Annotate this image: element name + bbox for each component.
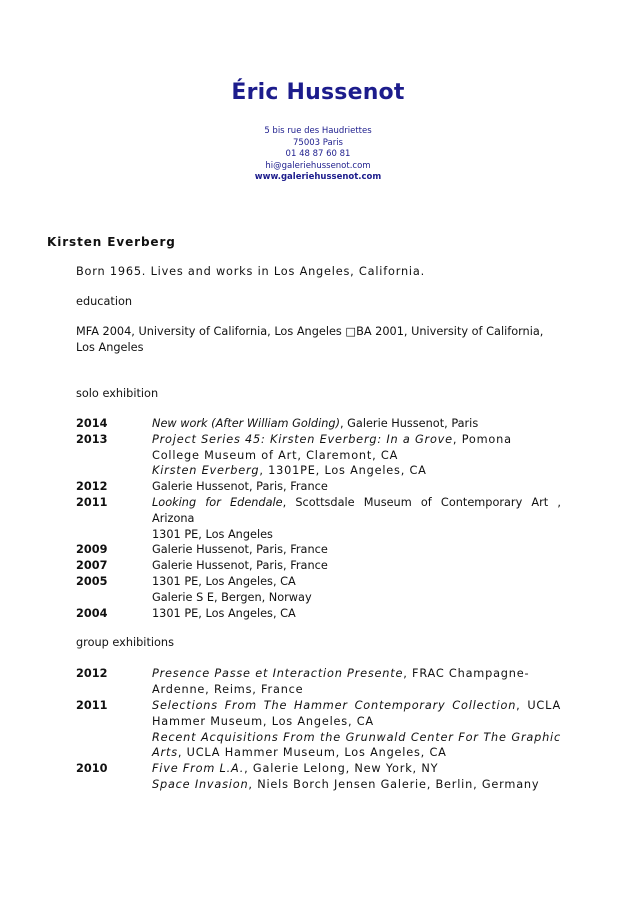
group-row-2010 [76,761,561,793]
group-exhibitions-heading: group exhibitions [76,636,174,650]
exhibition-venue: Galerie Hussenot, Paris, France [152,559,328,573]
year: 2009 [76,543,108,557]
cv-content [76,264,561,793]
year: 2012 [76,480,108,494]
solo-exhibition-list [76,416,561,621]
exhibition-venue: , FRAC Champagne-Ardenne, Reims, France [152,667,530,697]
exhibition-venue: Galerie Hussenot, Paris, France [152,543,328,557]
year: 2011 [76,495,108,509]
exhibition-venue: Galerie S E, Bergen, Norway [152,590,312,604]
exhibition-title: Recent Acquisitions From the Grunwald Center For The Graphic Arts [152,730,561,760]
exhibition-venue: 1301 PE, Los Angeles, CA [152,574,296,588]
year: 2004 [76,606,108,620]
exhibition-venue: Galerie Hussenot, Paris, France [152,480,328,494]
solo-row-2007 [76,558,561,574]
group-row-2012 [76,666,561,698]
exhibition-venue: , UCLA Hammer Museum, Los Angeles, CA [177,746,447,760]
solo-row-2009 [76,542,561,558]
year: 2011 [76,698,108,712]
exhibition-venue: , Pomona College Museum of Art, Claremont, CA [152,432,512,462]
year: 2013 [76,432,108,446]
exhibition-title: Five From L.A. [152,762,245,776]
year: 2007 [76,559,108,573]
group-row-2011 [76,698,561,761]
gallery-website-link[interactable]: www.galeriehussenot.com [254,172,382,182]
exhibition-venue: 1301 PE, Los Angeles [152,527,273,541]
solo-row-2013 [76,432,561,479]
gallery-contact [0,126,636,184]
gallery-address-city: 75003 Paris [293,137,343,148]
group-exhibition-list [76,666,561,792]
exhibition-title: Project Series 45: Kirsten Everberg: In a Grove [152,432,453,446]
exhibition-venue: , Scottsdale Museum of Contemporary Art , Arizona [152,495,561,525]
exhibition-venue: , Galerie Lelong, New York, NY [244,762,439,776]
gallery-name: Éric Hussenot [231,80,405,105]
exhibition-venue: , UCLA Hammer Museum, Los Angeles, CA [152,698,561,728]
exhibition-title: Space Invasion [152,777,249,791]
gallery-address-street: 5 bis rue des Haudriettes [264,126,372,136]
solo-row-2011 [76,495,561,542]
education-heading: education [76,295,133,308]
gallery-phone: 01 48 87 60 81 [285,149,351,159]
exhibition-venue: 1301 PE, Los Angeles, CA [152,606,296,620]
year: 2012 [76,667,108,681]
exhibition-title: Looking for Edendale [152,495,283,509]
artist-name: Kirsten Everberg [47,235,176,249]
year: 2014 [76,417,108,430]
solo-row-2014 [76,416,561,432]
exhibition-title: Presence Passe et Interaction Presente [152,667,404,681]
year: 2005 [76,574,108,588]
solo-row-2012 [76,479,561,495]
exhibition-venue: , Galerie Hussenot, Paris [339,417,479,430]
solo-exhibition-heading: solo exhibition [76,387,159,400]
gallery-email[interactable]: hi@galeriehussenot.com [265,160,371,171]
education-text: MFA 2004, University of California, Los Angeles □BA 2001, University of California, Los Angeles [76,325,544,354]
exhibition-title: New work (After William Golding) [152,417,340,430]
exhibition-venue: , Niels Borch Jensen Galerie, Berlin, Germany [248,777,540,791]
solo-row-2005 [76,574,561,606]
solo-row-2004 [76,606,561,622]
exhibition-title: Kirsten Everberg [152,464,260,478]
exhibition-title: Selections From The Hammer Contemporary Collection [152,698,517,712]
exhibition-venue: , 1301PE, Los Angeles, CA [259,464,427,478]
artist-bio: Born 1965. Lives and works in Los Angeles, California. [76,265,425,278]
year: 2010 [76,762,108,776]
